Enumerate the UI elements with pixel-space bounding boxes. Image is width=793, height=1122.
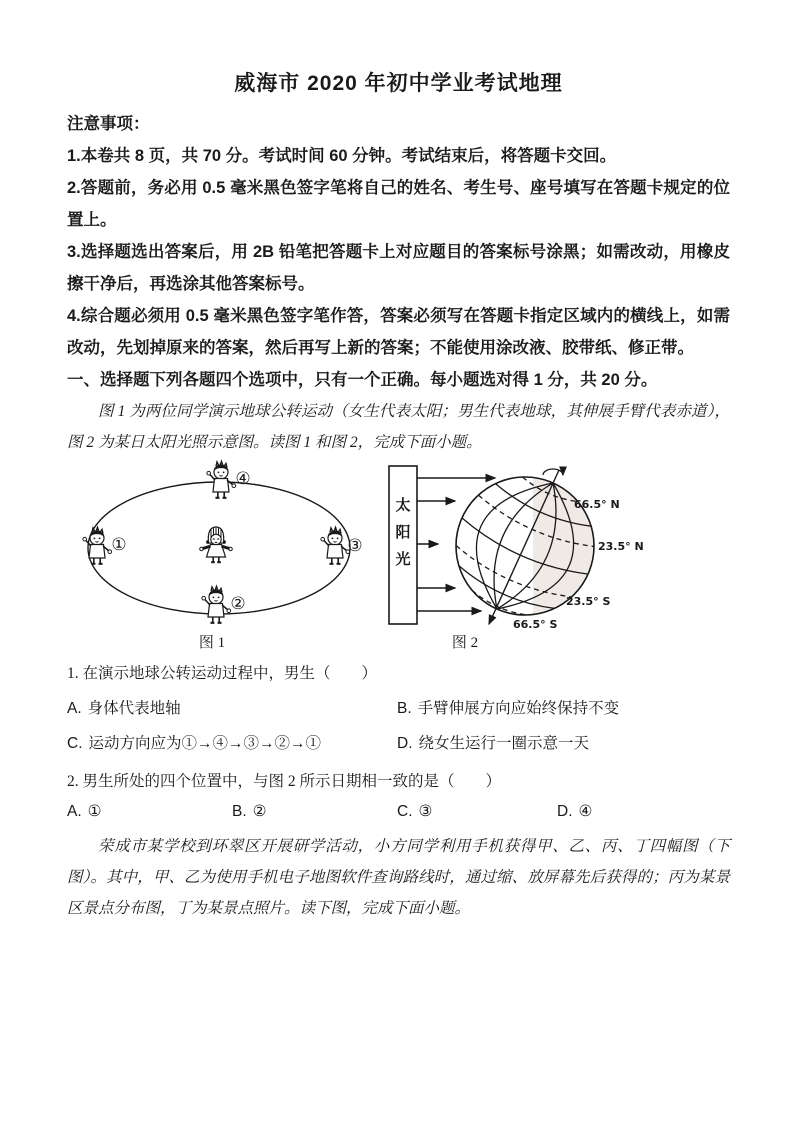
question-1-options-row-2: [67, 726, 730, 761]
q2-option-c-label: C.: [397, 803, 413, 820]
passage-intro-2: 荣成市某学校到环翠区开展研学活动，小方同学利用手机获得甲、乙、丙、丁四幅图（下图）。其中，甲、乙为使用手机电子地图软件查询路线时，通过缩、放屏幕先后获得的；丙为某景区景点分布图，丁为某景点照片。读下图，完成下面小题。: [67, 838, 730, 917]
girl-figure-sun: [200, 527, 233, 562]
question-2-options-row: [67, 799, 730, 825]
notice-item-4: 4.综合题必须用 0.5 毫米黑色签字笔作答，答案必须写在答题卡指定区域内的横线上，如需改动，先划掉原来的答案，然后再写上新的答案；不能使用涂改液、胶带纸、修正带。: [67, 307, 730, 357]
sunlight-label-char-3: 光: [395, 552, 411, 568]
position-badge-2: ②: [230, 594, 246, 614]
boy-figure-position-1: [83, 527, 112, 563]
question-1-options-row-1: [67, 691, 730, 726]
latitude-label-66-5-s: 66.5° S: [513, 618, 558, 631]
q2-option-b-label: B.: [232, 803, 247, 820]
q1-option-b-label: B.: [397, 700, 412, 717]
q2-option-b: [232, 799, 397, 825]
q2-option-b-text: ②: [252, 803, 267, 820]
boy-figure-position-3: [321, 527, 350, 563]
notice-item-2: 2.答题前，务必用 0.5 毫米黑色签字笔将自己的姓名、考生号、座号填写在答题卡规定的位置上。: [67, 179, 730, 229]
notice-section: [67, 108, 730, 364]
figure-1-revolution-demo: [70, 458, 383, 653]
q1-option-a: [67, 691, 397, 726]
question-1-stem: 1. 在演示地球公转运动过程中，男生（ ）: [67, 665, 378, 682]
q1-option-a-text: 身体代表地轴: [87, 700, 181, 717]
figures-row: [70, 458, 730, 653]
notice-heading: 注意事项：: [67, 115, 150, 133]
sunlight-box: [389, 466, 417, 624]
q1-option-c-text: 运动方向应为①→④→③→②→①: [88, 735, 322, 752]
figure-2-sunlight-diagram: [383, 458, 713, 653]
q2-option-a-label: A.: [67, 803, 82, 820]
rotation-arrow-icon: [543, 469, 563, 475]
q2-option-c-text: ③: [418, 803, 433, 820]
latitude-label-23-5-n: 23.5° N: [598, 540, 644, 553]
sunlight-label-char-2: 阳: [395, 525, 411, 541]
boy-figure-position-2: [202, 586, 231, 622]
q1-option-c-label: C.: [67, 735, 83, 752]
q1-option-d-text: 绕女生运行一圈示意一天: [418, 735, 590, 752]
position-badge-3: ③: [347, 536, 363, 556]
position-badge-1: ①: [111, 535, 127, 555]
passage-intro-1: 图 1 为两位同学演示地球公转运动（女生代表太阳；男生代表地球，其伸展手臂代表赤道），图 2 为某日太阳光照示意图。读图 1 和图 2，完成下面小题。: [67, 403, 730, 451]
q1-option-b-text: 手臂伸展方向应始终保持不变: [417, 700, 620, 717]
notice-item-3: 3.选择题选出答案后，用 2B 铅笔把答题卡上对应题目的答案标号涂黑；如需改动，用橡皮擦干净后，再选涂其他答案标号。: [67, 243, 730, 293]
q1-option-c: [67, 726, 397, 761]
q2-option-d: [557, 799, 730, 825]
figure-2-caption: 图 2: [451, 635, 479, 651]
latitude-label-66-5-n: 66.5° N: [574, 498, 620, 511]
q2-option-d-text: ④: [578, 803, 593, 820]
q2-option-c: [397, 799, 557, 825]
q1-option-a-label: A.: [67, 700, 82, 717]
figure-1-caption: 图 1: [198, 635, 226, 651]
q2-option-a-text: ①: [87, 803, 102, 820]
q1-option-b: [397, 691, 730, 726]
sunlight-label-char-1: 太: [395, 498, 411, 514]
boy-figure-position-4: [207, 461, 236, 497]
section-one-header: 一、选择题下列各题四个选项中，只有一个正确。每小题选对得 1 分，共 20 分。: [67, 371, 658, 389]
latitude-label-23-5-s: 23.5° S: [566, 595, 611, 608]
q2-option-a: [67, 799, 232, 825]
question-2-stem: 2. 男生所处的四个位置中，与图 2 所示日期相一致的是（ ）: [67, 773, 502, 790]
position-badge-4: ④: [235, 469, 251, 489]
notice-item-1: 1.本卷共 8 页，共 70 分。考试时间 60 分钟。考试结束后，将答题卡交回。: [67, 147, 617, 165]
q1-option-d-label: D.: [397, 735, 413, 752]
exam-title: 威海市 2020 年初中学业考试地理: [234, 72, 563, 95]
q1-option-d: [397, 726, 730, 761]
q2-option-d-label: D.: [557, 803, 573, 820]
